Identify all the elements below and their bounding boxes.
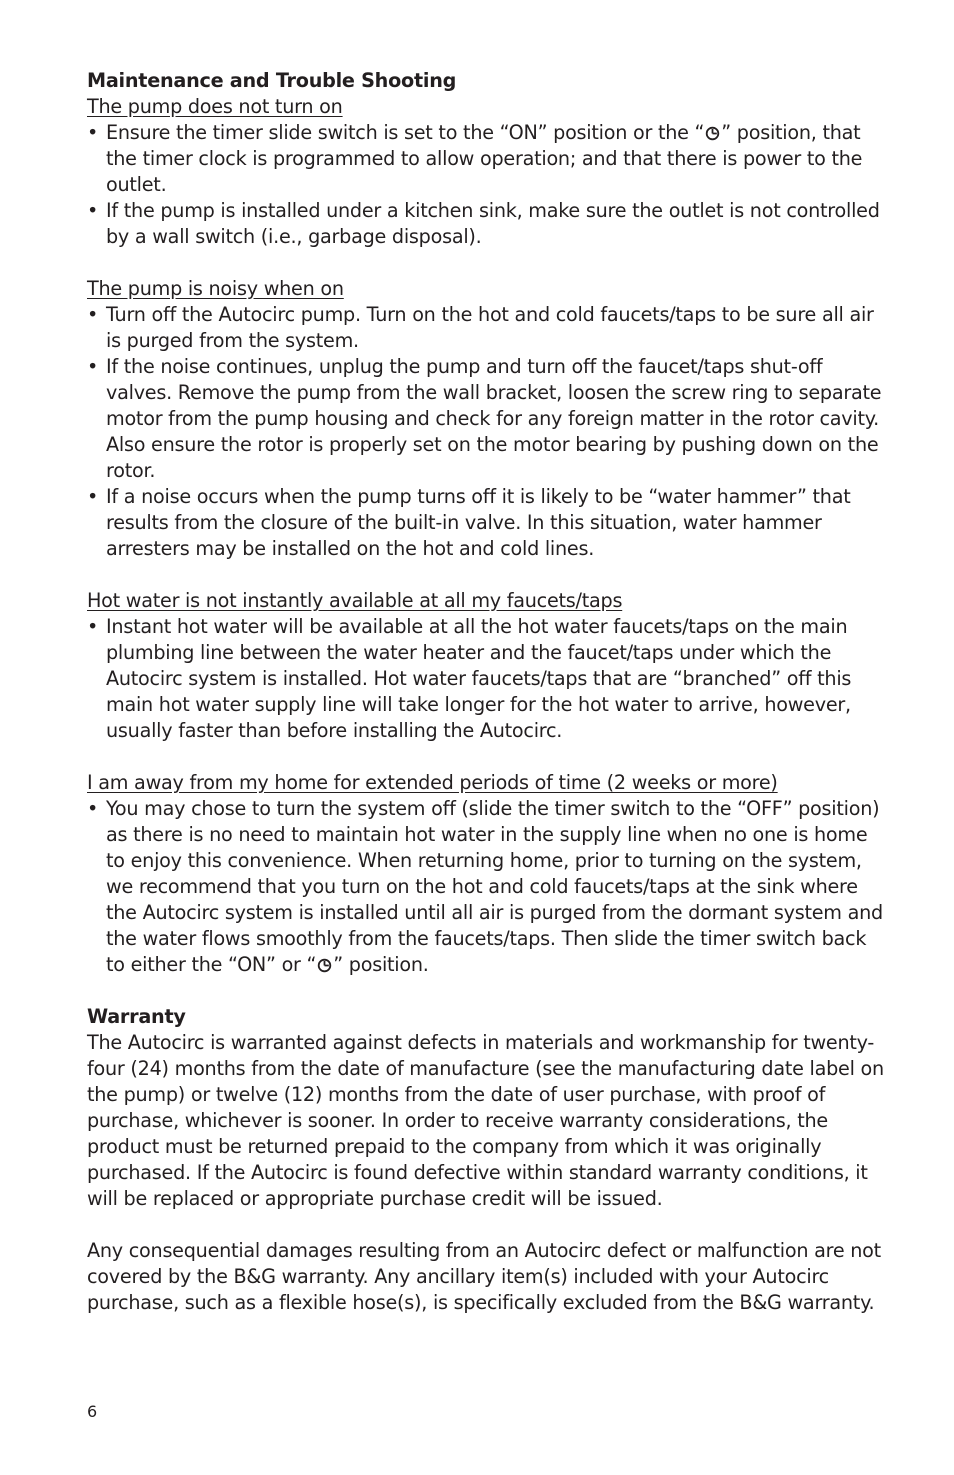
bullet: • [87,797,99,820]
bullet-text: If the noise continues, unplug the pump and turn off the faucet/taps shut-off valves. Remove the pump from the wall bracket, loosen the screw ring to separate motor from the pump housing and check for any foreign matter in the rotor cavity. Also ensure the rotor is properly set on the motor bearing by pushing down on the rotor. [106,355,882,482]
bullet-text: Ensure the timer slide switch is set to the “ON” position or the “ [106,121,705,144]
list-item [87,120,887,198]
maintenance-heading: Maintenance and Trouble Shooting [87,69,457,92]
list-item [87,198,887,250]
list-item [87,484,887,562]
bullet-text: You may chose to turn the system off (slide the timer switch to the “OFF” position) as there is no need to maintain hot water in the supply line when no one is home to enjoy this convenience. When returning home, prior to turning on the system, we recommend that you turn on the hot and cold faucets/taps at the sink where the Autocirc system is installed until all air is purged from the dormant system and the water flows smoothly from the faucets/taps. Then slide the timer switch back to either the “ON” or “ [106,797,883,976]
warranty-paragraph: The Autocirc is warranted against defects in materials and workmanship for twenty-four (24) months from the date of manufacture (see the manufacturing date label on the pump) or twelve (12) months from the date of user purchase, with proof of purchase, whichever is sooner. In order to receive warranty considerations, the product must be returned prepaid to the company from which it was originally purchased. If the Autocirc is found defective within standard warranty conditions, it will be replaced or appropriate purchase credit will be issued. [87,1031,884,1210]
page-number: 6 [87,1402,98,1421]
list-item [87,796,887,978]
section-heading-away-from-home: I am away from my home for extended periods of time (2 weeks or more) [87,771,778,794]
bullet-text: Instant hot water will be available at all the hot water faucets/taps on the main plumbing line between the water heater and the faucet/taps under which the Autocirc system is installed. Hot water faucets/taps that are “branched” off this main hot water supply line will take longer for the hot water to arrive, however, usually faster than before installing the Autocirc. [106,615,852,742]
clock-icon [705,126,720,141]
bullet-text: ” position, that the timer clock is programmed to allow operation; and that there is power to the outlet. [106,121,863,196]
section-heading-pump-not-on: The pump does not turn on [87,95,343,118]
bullet-text: If a noise occurs when the pump turns off it is likely to be “water hammer” that results from the closure of the built-in valve. In this situation, water hammer arresters may be installed on the hot and cold lines. [106,485,851,560]
warranty-heading: Warranty [87,1005,186,1028]
manual-page [87,68,887,1316]
bullet: • [87,303,99,326]
bullet: • [87,121,99,144]
section-heading-hot-water: Hot water is not instantly available at all my faucets/taps [87,589,623,612]
bullet-text: Turn off the Autocirc pump. Turn on the hot and cold faucets/taps to be sure all air is purged from the system. [106,303,874,352]
clock-icon [317,958,332,973]
list-item [87,354,887,484]
bullet-text: If the pump is installed under a kitchen sink, make sure the outlet is not controlled by a wall switch (i.e., garbage disposal). [106,199,880,248]
bullet-list [87,796,887,978]
warranty-paragraph: Any consequential damages resulting from an Autocirc defect or malfunction are not covered by the B&G warranty. Any ancillary item(s) included with your Autocirc purchase, such as a flexible hose(s), is specifically excluded from the B&G warranty. [87,1239,881,1314]
list-item [87,614,887,744]
bullet-list [87,302,887,562]
bullet-text: ” position. [333,953,429,976]
bullet: • [87,615,99,638]
bullet-list [87,614,887,744]
section-heading-pump-noisy: The pump is noisy when on [87,277,344,300]
bullet-list [87,120,887,250]
list-item [87,302,887,354]
bullet: • [87,199,99,222]
bullet: • [87,485,99,508]
bullet: • [87,355,99,378]
